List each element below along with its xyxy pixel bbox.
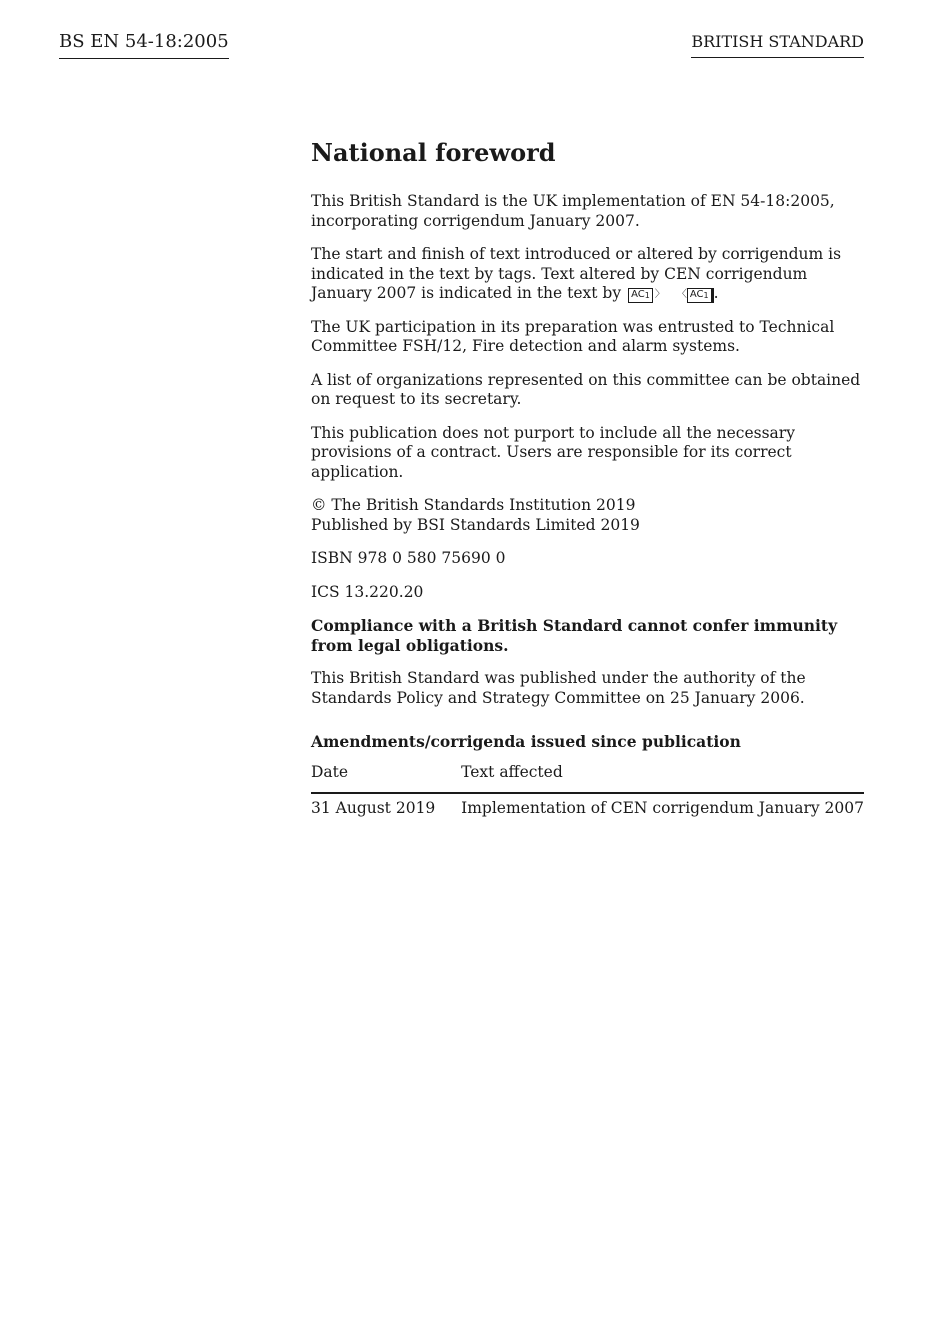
corrigendum-open-tag-icon: $AC_1$ 〉 — [626, 288, 665, 303]
copyright-line: © The British Standards Institution 2019 — [311, 496, 636, 514]
text-affected-column-header: Text affected — [461, 760, 864, 793]
copyright-block — [311, 496, 864, 535]
committee-paragraph: The UK participation in its preparation was entrusted to Technical Committee FSH/12, Fire detection and alarm systems. — [311, 317, 835, 355]
corrigendum-tags-paragraph: The start and finish of text introduced or altered by corrigendum is indicated in the text by tags. Text altered by CEN corrigendum January 2007 is indicated in the text by $AC_1$ 〉 〈 $AC_1$ . — [311, 245, 842, 302]
corrigendum-tags-text: The start and finish of text introduced or altered by corrigendum is indicated in the text by tags. Text altered by CEN corrigendum January 2007 is indicated in the text by — [311, 245, 842, 302]
organizations-paragraph: A list of organizations represented on this committee can be obtained on request to its secretary. — [311, 370, 861, 408]
publisher-line: Published by BSI Standards Limited 2019 — [311, 515, 640, 534]
table-header-row — [311, 760, 864, 793]
authority-paragraph: This British Standard was published under the authority of the Standards Policy and Strategy Committee on 25 January 2006. — [311, 669, 806, 707]
ics-code: ICS 13.220.20 — [311, 582, 424, 601]
table-row — [311, 793, 864, 822]
page-title: National foreword — [311, 138, 556, 167]
implementation-paragraph: This British Standard is the UK implementation of EN 54-18:2005, incorporating corrigendum January 2007. — [311, 192, 835, 230]
amendments-title: Amendments/corrigenda issued since publication — [311, 732, 741, 751]
document-number: BS EN 54-18:2005 — [59, 30, 229, 59]
amendments-table — [311, 760, 864, 822]
provisions-paragraph: This publication does not purport to include all the necessary provisions of a contract. Users are responsible for its correct application. — [311, 423, 795, 481]
amendment-text-affected: Implementation of CEN corrigendum January 2007 — [461, 799, 864, 817]
isbn: ISBN 978 0 580 75690 0 — [311, 549, 506, 567]
compliance-statement: Compliance with a British Standard cannot confer immunity from legal obligations. — [311, 616, 838, 655]
document-type: BRITISH STANDARD — [691, 31, 864, 58]
national-foreword-section — [311, 138, 864, 822]
date-column-header: Date — [311, 760, 461, 793]
corrigendum-close-tag-icon: 〈 $AC_1$ — [665, 288, 714, 303]
amendment-date: 31 August 2019 — [311, 799, 436, 817]
